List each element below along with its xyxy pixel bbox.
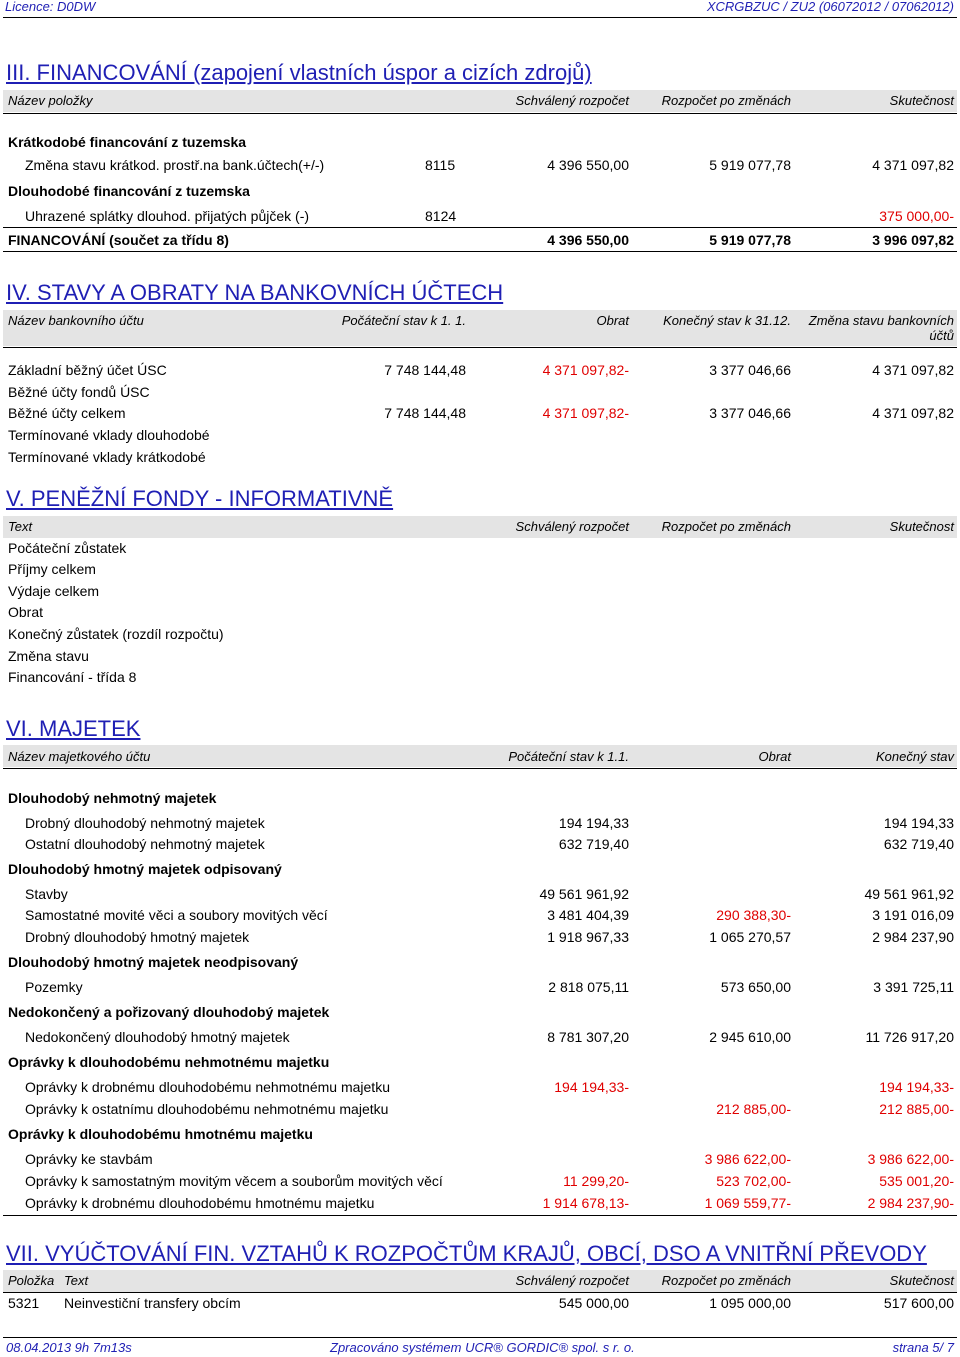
header-divider	[3, 17, 957, 18]
asset-row-label: Oprávky k drobnému dlouhodobému hmotnému majetku	[25, 1195, 375, 1211]
total-actual: 3 996 097,82	[872, 232, 954, 248]
row-actual: 375 000,00-	[879, 208, 954, 224]
asset-row-opening: 632 719,40	[558, 836, 629, 852]
row-closing: 3 377 046,66	[709, 405, 791, 421]
total-changed: 5 919 077,78	[709, 232, 791, 248]
total-approved: 4 396 550,00	[547, 232, 629, 248]
row-changed: 1 095 000,00	[709, 1295, 791, 1311]
asset-row-label: Drobný dlouhodobý nehmotný majetek	[25, 815, 265, 831]
asset-row-label: Drobný dlouhodobý hmotný majetek	[25, 929, 250, 945]
list-item: Obrat	[8, 604, 44, 620]
asset-row-closing: 49 561 961,92	[864, 886, 954, 902]
asset-row-closing: 212 885,00-	[879, 1101, 954, 1117]
col-approved-budget: Schválený rozpočet	[515, 519, 629, 534]
list-item: Příjmy celkem	[8, 561, 96, 577]
section-6-title: VI. MAJETEK	[6, 716, 141, 741]
asset-row-closing: 194 194,33	[883, 815, 954, 831]
row-changed: 5 919 077,78	[709, 157, 791, 173]
asset-row-opening: 3 481 404,39	[547, 907, 629, 923]
list-item: Změna stavu	[8, 648, 89, 664]
section-7-header	[3, 1270, 957, 1292]
row-code: 8115	[425, 157, 456, 173]
asset-row-closing: 535 001,20-	[879, 1173, 954, 1189]
row-label: Základní běžný účet ÚSC	[8, 362, 167, 378]
col-approved-budget: Schválený rozpočet	[515, 93, 629, 108]
asset-row-label: Nedokončený dlouhodobý hmotný majetek	[25, 1029, 290, 1045]
col-actual: Skutečnost	[889, 519, 954, 534]
asset-row-label: Ostatní dlouhodobý nehmotný majetek	[25, 836, 265, 852]
asset-row-opening: 1 918 967,33	[547, 929, 629, 945]
section-4-title: IV. STAVY A OBRATY NA BANKOVNÍCH ÚČTECH	[6, 280, 504, 305]
asset-row-turnover: 573 650,00	[720, 979, 791, 995]
footer-date: 08.04.2013 9h 7m13s	[6, 1340, 132, 1355]
group-long-term-financing: Dlouhodobé financování z tuzemska	[8, 183, 250, 199]
section-3-title: III. FINANCOVÁNÍ (zapojení vlastních úspor a cizích zdrojů)	[6, 60, 592, 85]
asset-row-label: Pozemky	[25, 979, 83, 995]
asset-group-title: Nedokončený a pořizovaný dlouhodobý majetek	[8, 1004, 330, 1020]
asset-row-opening: 11 299,20-	[563, 1173, 629, 1189]
asset-row-opening: 194 194,33-	[554, 1079, 629, 1095]
row-approved: 4 396 550,00	[547, 157, 629, 173]
asset-row-label: Oprávky ke stavbám	[25, 1151, 153, 1167]
section-4-header-line	[3, 347, 957, 348]
asset-row-closing: 194 194,33-	[879, 1079, 954, 1095]
section-6-header-line	[3, 768, 957, 769]
total-line	[3, 227, 957, 228]
row-opening: 7 748 144,48	[384, 362, 466, 378]
col-item: Položka	[8, 1273, 55, 1288]
asset-row-closing: 2 984 237,90	[872, 929, 954, 945]
row-label: Termínované vklady krátkodobé	[8, 449, 206, 465]
footer-divider	[3, 1337, 957, 1338]
row-closing: 3 377 046,66	[709, 362, 791, 378]
asset-row-turnover: 2 945 610,00	[709, 1029, 791, 1045]
section-3-header	[3, 90, 957, 112]
list-item: Výdaje celkem	[8, 583, 100, 599]
group-short-term-financing: Krátkodobé financování z tuzemska	[8, 134, 247, 150]
document-code: XCRGBZUC / ZU2 (06072012 / 07062012)	[706, 0, 954, 14]
asset-row-closing: 3 986 622,00-	[867, 1151, 954, 1167]
asset-row-closing: 2 984 237,90-	[867, 1195, 954, 1211]
col-turnover: Obrat	[758, 749, 791, 764]
asset-row-opening: 194 194,33	[558, 815, 629, 831]
row-approved: 545 000,00	[558, 1295, 629, 1311]
section-7-header-line	[3, 1292, 957, 1293]
section-5-header	[3, 516, 957, 538]
col-budget-after-changes: Rozpočet po změnách	[661, 93, 791, 108]
asset-row-turnover: 3 986 622,00-	[704, 1151, 791, 1167]
section-3-header-line	[3, 113, 957, 114]
row-actual: 4 371 097,82	[872, 157, 954, 173]
licence-label: Licence: D0DW	[5, 0, 96, 14]
col-change-bank: Změna stavu bankovních	[808, 313, 954, 328]
row-code: 5321	[8, 1295, 40, 1311]
asset-group-title: Dlouhodobý nehmotný majetek	[8, 790, 217, 806]
asset-group-title: Oprávky k dlouhodobému hmotnému majetku	[8, 1126, 313, 1142]
asset-row-turnover: 1 069 559,77-	[704, 1195, 791, 1211]
col-item-name: Název položky	[8, 93, 93, 108]
asset-row-opening: 8 781 307,20	[547, 1029, 629, 1045]
col-text: Text	[64, 1273, 89, 1288]
asset-row-opening: 49 561 961,92	[539, 886, 629, 902]
asset-row-turnover: 290 388,30-	[716, 907, 791, 923]
asset-row-closing: 11 726 917,20	[865, 1029, 954, 1045]
footer-page: strana 5/ 7	[892, 1340, 954, 1355]
section-6-bottom-line	[3, 1215, 957, 1216]
asset-row-label: Oprávky k samostatným movitým věcem a souborům movitých věcí	[25, 1173, 443, 1189]
asset-row-label: Stavby	[25, 886, 68, 902]
asset-row-opening: 2 818 075,11	[548, 979, 629, 995]
asset-row-closing: 3 391 725,11	[873, 979, 954, 995]
total-line-bottom	[3, 251, 957, 252]
col-asset-account: Název majetkového účtu	[8, 749, 151, 764]
col-budget-after-changes: Rozpočet po změnách	[661, 1273, 791, 1288]
col-actual: Skutečnost	[889, 93, 954, 108]
col-approved-budget: Schválený rozpočet	[515, 1273, 629, 1288]
asset-group-title: Dlouhodobý hmotný majetek neodpisovaný	[8, 954, 299, 970]
row-code: 8124	[425, 208, 457, 224]
col-closing-balance: Konečný stav	[875, 749, 954, 764]
col-turnover: Obrat	[596, 313, 629, 328]
asset-row-label: Oprávky k drobnému dlouhodobému nehmotnému majetku	[25, 1079, 390, 1095]
asset-group-title: Oprávky k dlouhodobému nehmotnému majetku	[8, 1054, 330, 1070]
list-item: Konečný zůstatek (rozdíl rozpočtu)	[8, 626, 224, 642]
col-opening-balance: Počáteční stav k 1. 1.	[341, 313, 466, 328]
row-label: Změna stavu krátkod. prostř.na bank.účtech(+/-)	[25, 157, 325, 173]
row-label: Neinvestiční transfery obcím	[64, 1295, 241, 1311]
row-label: Termínované vklady dlouhodobé	[8, 427, 210, 443]
row-label: Běžné účty fondů ÚSC	[8, 384, 150, 400]
row-turnover: 4 371 097,82-	[542, 362, 629, 378]
section-5-title: V. PENĚŽNÍ FONDY - INFORMATIVNĚ	[6, 486, 394, 511]
row-change: 4 371 097,82	[872, 405, 954, 421]
col-change-bank-2: účtů	[929, 328, 954, 343]
asset-row-label: Samostatné movité věci a soubory movitých věcí	[25, 907, 328, 923]
col-account-name: Název bankovního účtu	[8, 313, 144, 328]
row-change: 4 371 097,82	[872, 362, 954, 378]
col-text: Text	[8, 519, 33, 534]
list-item: Financování - třída 8	[8, 669, 137, 685]
asset-row-closing: 3 191 016,09	[872, 907, 954, 923]
col-actual: Skutečnost	[889, 1273, 954, 1288]
asset-group-title: Dlouhodobý hmotný majetek odpisovaný	[8, 861, 282, 877]
col-budget-after-changes: Rozpočet po změnách	[661, 519, 791, 534]
col-opening-balance: Počáteční stav k 1.1.	[508, 749, 629, 764]
asset-row-opening: 1 914 678,13-	[542, 1195, 629, 1211]
asset-row-turnover: 212 885,00-	[716, 1101, 791, 1117]
row-label: Běžné účty celkem	[8, 405, 126, 421]
row-label: Uhrazené splátky dlouhod. přijatých půjček (-)	[25, 208, 310, 224]
section-7-title: VII. VYÚČTOVÁNÍ FIN. VZTAHŮ K ROZPOČTŮM KRAJŮ, OBCÍ, DSO A VNITŘNÍ PŘEVODY	[6, 1241, 927, 1266]
row-opening: 7 748 144,48	[384, 405, 466, 421]
col-closing-balance: Konečný stav k 31.12.	[663, 313, 791, 328]
footer-system: Zpracováno systémem UCR® GORDIC® spol. s r. o.	[330, 1340, 635, 1355]
total-label: FINANCOVÁNÍ (součet za třídu 8)	[8, 232, 229, 248]
asset-row-closing: 632 719,40	[883, 836, 954, 852]
asset-row-turnover: 523 702,00-	[716, 1173, 791, 1189]
list-item: Počáteční zůstatek	[8, 540, 127, 556]
row-turnover: 4 371 097,82-	[542, 405, 629, 421]
asset-row-turnover: 1 065 270,57	[709, 929, 791, 945]
row-actual: 517 600,00	[883, 1295, 954, 1311]
asset-row-label: Oprávky k ostatnímu dlouhodobému nehmotnému majetku	[25, 1101, 389, 1117]
